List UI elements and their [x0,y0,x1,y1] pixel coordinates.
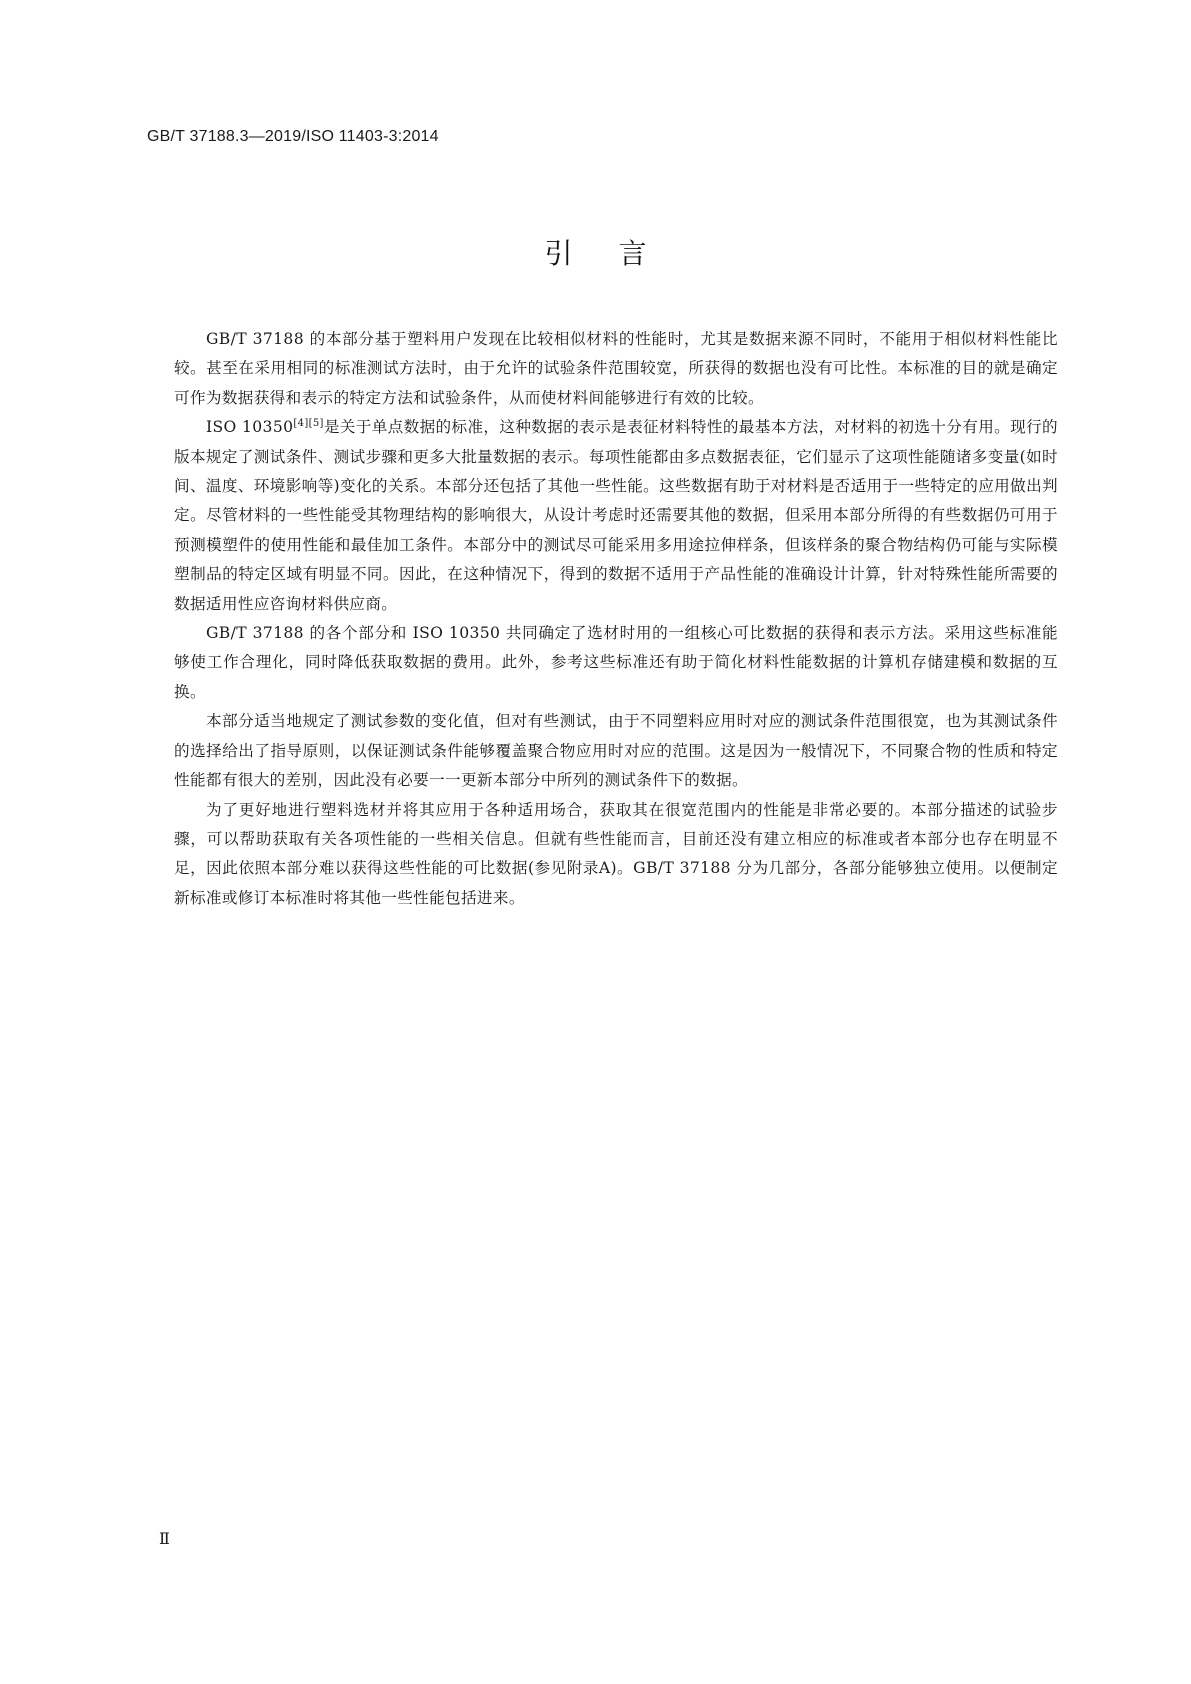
paragraph-3: GB/T 37188 的各个部分和 ISO 10350 共同确定了选材时用的一组核心可比数据的获得和表示方法。采用这些标准能够使工作合理化，同时降低获取数据的费用。此外，参考这些标准还有助于简化材料性能数据的计算机存储建模和数据的互换。 [174,624,1058,701]
page-number: Ⅱ [159,1531,170,1548]
reference-superscript: [4][5] [293,418,324,430]
paragraph-2-lead: ISO 10350 [206,418,294,437]
introduction-body [174,325,1058,913]
paragraph-5: 为了更好地进行塑料选材并将其应用于各种适用场合，获取其在很宽范围内的性能是非常必要的。本部分描述的试验步骤，可以帮助获取有关各项性能的一些相关信息。但就有些性能而言，目前还没有建立相应的标准或者本部分也存在明显不足，因此依照本部分难以获得这些性能的可比数据(参见附录A)。GB/T 37188 分为几部分，各部分能够独立使用。以便制定新标准或修订本标准时将其他一些性能包括进来。 [174,800,1058,907]
paragraph-2-rest: 是关于单点数据的标准，这种数据的表示是表征材料特性的最基本方法，对材料的初选十分有用。现行的版本规定了测试条件、测试步骤和更多大批量数据的表示。每项性能都由多点数据表征，它们显示了这项性能随诸多变量(如时间、温度、环境影响等)变化的关系。本部分还包括了其他一些性能。这些数据有助于对材料是否适用于一些特定的应用做出判定。尽管材料的一些性能受其物理结构的影响很大，从设计考虑时还需要其他的数据，但采用本部分所得的有些数据仍可用于预测模塑件的使用性能和最佳加工条件。本部分中的测试尽可能采用多用途拉伸样条，但该样条的聚合物结构仍可能与实际模塑制品的特定区域有明显不同。因此，在这种情况下，得到的数据不适用于产品性能的准确设计计算，针对特殊性能所需要的数据适用性应咨询材料供应商。 [174,418,1058,613]
paragraph-2 [174,413,1058,619]
page-title: 引言 [544,237,693,270]
paragraph-4: 本部分适当地规定了测试参数的变化值，但对有些测试，由于不同塑料应用时对应的测试条件范围很宽，也为其测试条件的选择给出了指导原则，以保证测试条件能够覆盖聚合物应用时对应的范围。这是因为一般情况下，不同聚合物的性质和特定性能都有很大的差别，因此没有必要一一更新本部分中所列的测试条件下的数据。 [174,712,1058,790]
standard-number-header: GB/T 37188.3—2019/ISO 11403-3:2014 [147,128,439,145]
paragraph-1: GB/T 37188 的本部分基于塑料用户发现在比较相似材料的性能时，尤其是数据来源不同时，不能用于相似材料性能比较。甚至在采用相同的标准测试方法时，由于允许的试验条件范围较宽，所获得的数据也没有可比性。本标准的目的就是确定可作为数据获得和表示的特定方法和试验条件，从而使材料间能够进行有效的比较。 [174,330,1058,407]
